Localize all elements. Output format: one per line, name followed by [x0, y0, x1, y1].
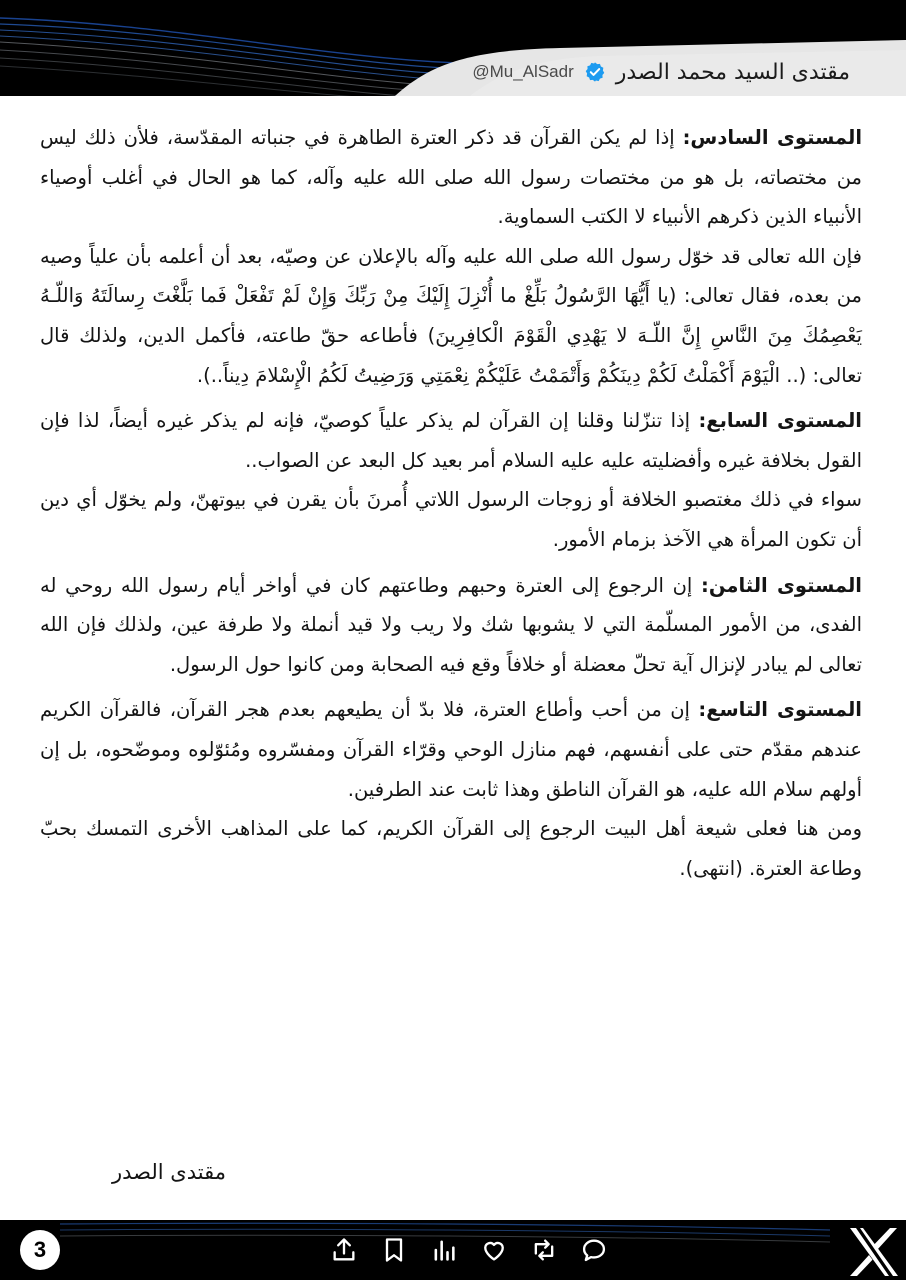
paragraph-text: إذا تنزّلنا وقلنا إن القرآن لم يذكر علياً كوصيّ، فإنه لم يذكر غيره أيضاً، لذا فإن القول بخلافة غيره وأفضليته عليه عليه السلام أمر بعيد كل البعد عن الصواب.. [40, 409, 862, 472]
paragraph-text: إن من أحب وأطاع العترة، فلا بدّ أن يطيعهم بعدم هجر القرآن، فالقرآن الكريم عندهم مقدّم حتى على أنفسهم، فهم منازل الوحي وقرّاء القرآن ومفسّروه ومُئوّلوه وموضّحوه، بل إن أولهم سلام الله عليه، هو القرآن الناطق وهذا ثابت عند الطرفين. [40, 698, 862, 801]
paragraph-level-six-continued [40, 237, 862, 395]
bookmark-icon[interactable] [380, 1236, 408, 1264]
like-icon[interactable] [480, 1236, 508, 1264]
views-icon[interactable] [430, 1236, 458, 1264]
paragraph-text: ومن هنا فعلى شيعة أهل البيت الرجوع إلى القرآن الكريم، كما على المذاهب الأخرى التمسك بحبّ وطاعة العترة. (انتهى). [40, 817, 862, 880]
paragraph-level-six [40, 118, 862, 237]
signature: مقتدى الصدر [112, 1160, 226, 1184]
repost-icon[interactable] [530, 1236, 558, 1264]
author-info [472, 52, 850, 92]
x-logo-icon [846, 1224, 902, 1280]
section-label: المستوى الثامن: [701, 573, 862, 597]
post-actions-bar [330, 1234, 608, 1266]
author-name[interactable]: مقتدى السيد محمد الصدر [615, 59, 850, 85]
author-handle[interactable]: @Mu_AlSadr [472, 62, 574, 81]
section-label: المستوى السابع: [698, 409, 862, 433]
section-label: المستوى التاسع: [698, 698, 862, 722]
section-label: المستوى السادس: [682, 126, 862, 149]
verified-badge-icon [584, 61, 606, 83]
paragraph-level-nine-continued [40, 809, 862, 888]
paragraph-level-seven-continued [40, 480, 862, 559]
paragraph-level-eight [40, 566, 862, 685]
post-body [40, 118, 862, 894]
paragraph-level-seven [40, 401, 862, 480]
paragraph-text: إن الرجوع إلى العترة وحبهم وطاعتهم كان في أواخر أيام رسول الله روحي له الفدى، من الأمور المسلّمة التي لا يشوبها شك ولا ريب ولا قيد أنملة ولا طرفة عين، ولذلك فإن الله تعالى لم يبادر لإنزال آية تحلّ معضلة أو خلافاً وقع فيه الصحابة ومن كانوا حول الرسول. [40, 573, 862, 676]
reply-icon[interactable] [580, 1236, 608, 1264]
post-footer [0, 1220, 906, 1280]
paragraph-level-nine [40, 690, 862, 809]
post-header [0, 0, 906, 96]
paragraph-text: سواء في ذلك مغتصبو الخلافة أو زوجات الرسول اللاتي أُمرنَ بأن يقرن في بيوتهنّ، ولم يخوّل أي دين أن تكون المرأة هي الآخذ بزمام الأمور. [40, 488, 862, 551]
page-number-badge: 3 [20, 1230, 60, 1270]
share-icon[interactable] [330, 1236, 358, 1264]
paragraph-text: إذا لم يكن القرآن قد ذكر العترة الطاهرة في جنباته المقدّسة، فلأن ذلك ليس من مختصاته، بل هو من مختصات رسول الله صلى الله عليه وآله، كما هو الحال في أغلب أوصياء الأنبياء الذين ذكرهم الأنبياء لا الكتب السماوية. [40, 126, 862, 229]
paragraph-text: فإن الله تعالى قد خوّل رسول الله صلى الله عليه وآله بالإعلان عن وصيّه، بعد أن أعلمه بأن علياً وصيه من بعده، فقال تعالى: (يا أَيُّهَا الرَّسُولُ بَلِّغْ ما أُنْزِلَ إِلَيْكَ مِنْ رَبِّكَ وَإِنْ لَمْ تَفْعَلْ فَما بَلَّغْتَ رِسالَتَهُ وَاللّـهُ يَعْصِمُكَ مِنَ النَّاسِ إِنَّ اللّـهَ لا يَهْدِي الْقَوْمَ الْكافِرِينَ) فأطاعه حقّ طاعته، فأكمل الدين، ولذلك قال تعالى: (.. الْيَوْمَ أَكْمَلْتُ لَكُمْ دِينَكُمْ وَأَتْمَمْتُ عَلَيْكُمْ نِعْمَتِي وَرَضِيتُ لَكُمُ الْإِسْلامَ دِيناً..). [40, 244, 862, 387]
